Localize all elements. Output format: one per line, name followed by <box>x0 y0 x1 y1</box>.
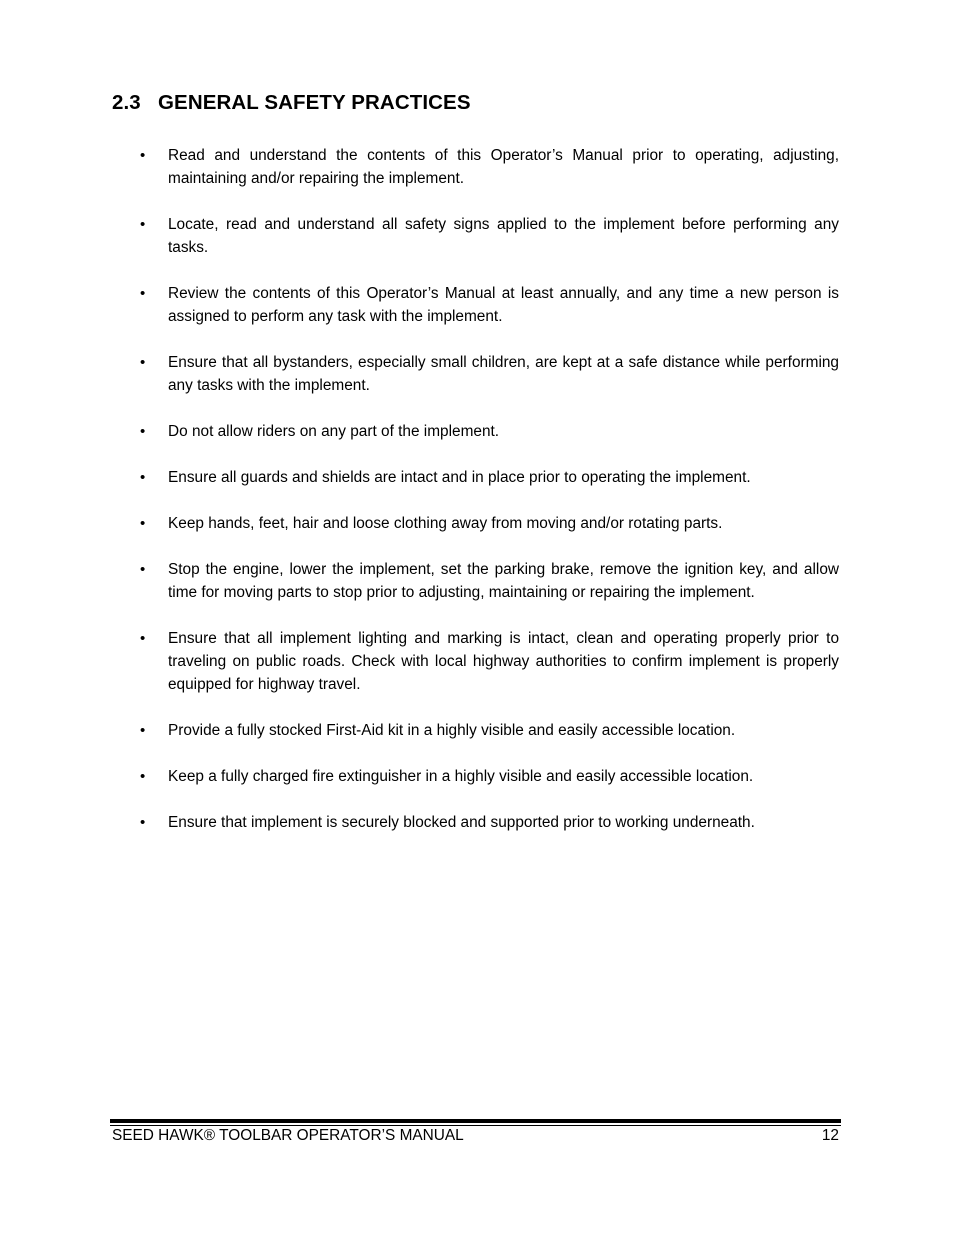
list-item <box>140 351 839 397</box>
list-item-text: Do not allow riders on any part of the implement. <box>168 423 500 440</box>
bullet-icon: • <box>140 216 146 233</box>
list-item-text: Ensure all guards and shields are intact and in place prior to operating the implement. <box>168 469 751 486</box>
list-item-text: Stop the engine, lower the implement, set the parking brake, remove the ignition key, and allow time for moving parts to stop prior to adjusting, maintaining or repairing the implement. <box>168 561 839 601</box>
list-item <box>140 765 839 788</box>
list-item-text: Ensure that implement is securely blocked and supported prior to working underneath. <box>168 814 755 831</box>
bullet-icon: • <box>140 722 146 739</box>
bullet-icon: • <box>140 814 146 831</box>
footer-divider-thin <box>110 1125 841 1126</box>
list-item-text: Provide a fully stocked First-Aid kit in a highly visible and easily accessible location. <box>168 722 736 739</box>
section-heading <box>112 91 471 115</box>
bullet-icon: • <box>140 515 146 532</box>
list-item-text: Keep a fully charged fire extinguisher in a highly visible and easily accessible location. <box>168 768 754 785</box>
safety-practices-list <box>140 144 839 857</box>
list-item-text: Locate, read and understand all safety signs applied to the implement before performing any tasks. <box>168 216 839 256</box>
list-item <box>140 282 839 328</box>
list-item <box>140 512 839 535</box>
list-item <box>140 144 839 190</box>
list-item <box>140 811 839 834</box>
bullet-icon: • <box>140 354 146 371</box>
list-item-text: Ensure that all bystanders, especially small children, are kept at a safe distance while performing any tasks with the implement. <box>168 354 839 394</box>
list-item <box>140 420 839 443</box>
list-item <box>140 627 839 696</box>
list-item <box>140 558 839 604</box>
bullet-icon: • <box>140 423 146 440</box>
bullet-icon: • <box>140 630 146 647</box>
section-number: 2.3 <box>112 91 141 114</box>
list-item-text: Review the contents of this Operator’s Manual at least annually, and any time a new person is assigned to perform any task with the implement. <box>168 285 839 325</box>
bullet-icon: • <box>140 469 146 486</box>
bullet-icon: • <box>140 147 146 164</box>
footer-manual-title: SEED HAWK® TOOLBAR OPERATOR’S MANUAL <box>112 1127 464 1144</box>
list-item <box>140 719 839 742</box>
section-title: GENERAL SAFETY PRACTICES <box>158 91 471 114</box>
list-item-text: Ensure that all implement lighting and marking is intact, clean and operating properly prior to traveling on public roads. Check with local highway authorities to confirm implement is properly equipped for highway travel. <box>168 630 839 693</box>
list-item-text: Keep hands, feet, hair and loose clothing away from moving and/or rotating parts. <box>168 515 723 532</box>
list-item-text: Read and understand the contents of this Operator’s Manual prior to operating, adjusting, maintaining and/or repairing the implement. <box>168 147 839 187</box>
bullet-icon: • <box>140 561 146 578</box>
list-item <box>140 466 839 489</box>
bullet-icon: • <box>140 285 146 302</box>
page-number: 12 <box>821 1127 839 1144</box>
footer-divider-thick <box>110 1119 841 1123</box>
bullet-icon: • <box>140 768 146 785</box>
list-item <box>140 213 839 259</box>
